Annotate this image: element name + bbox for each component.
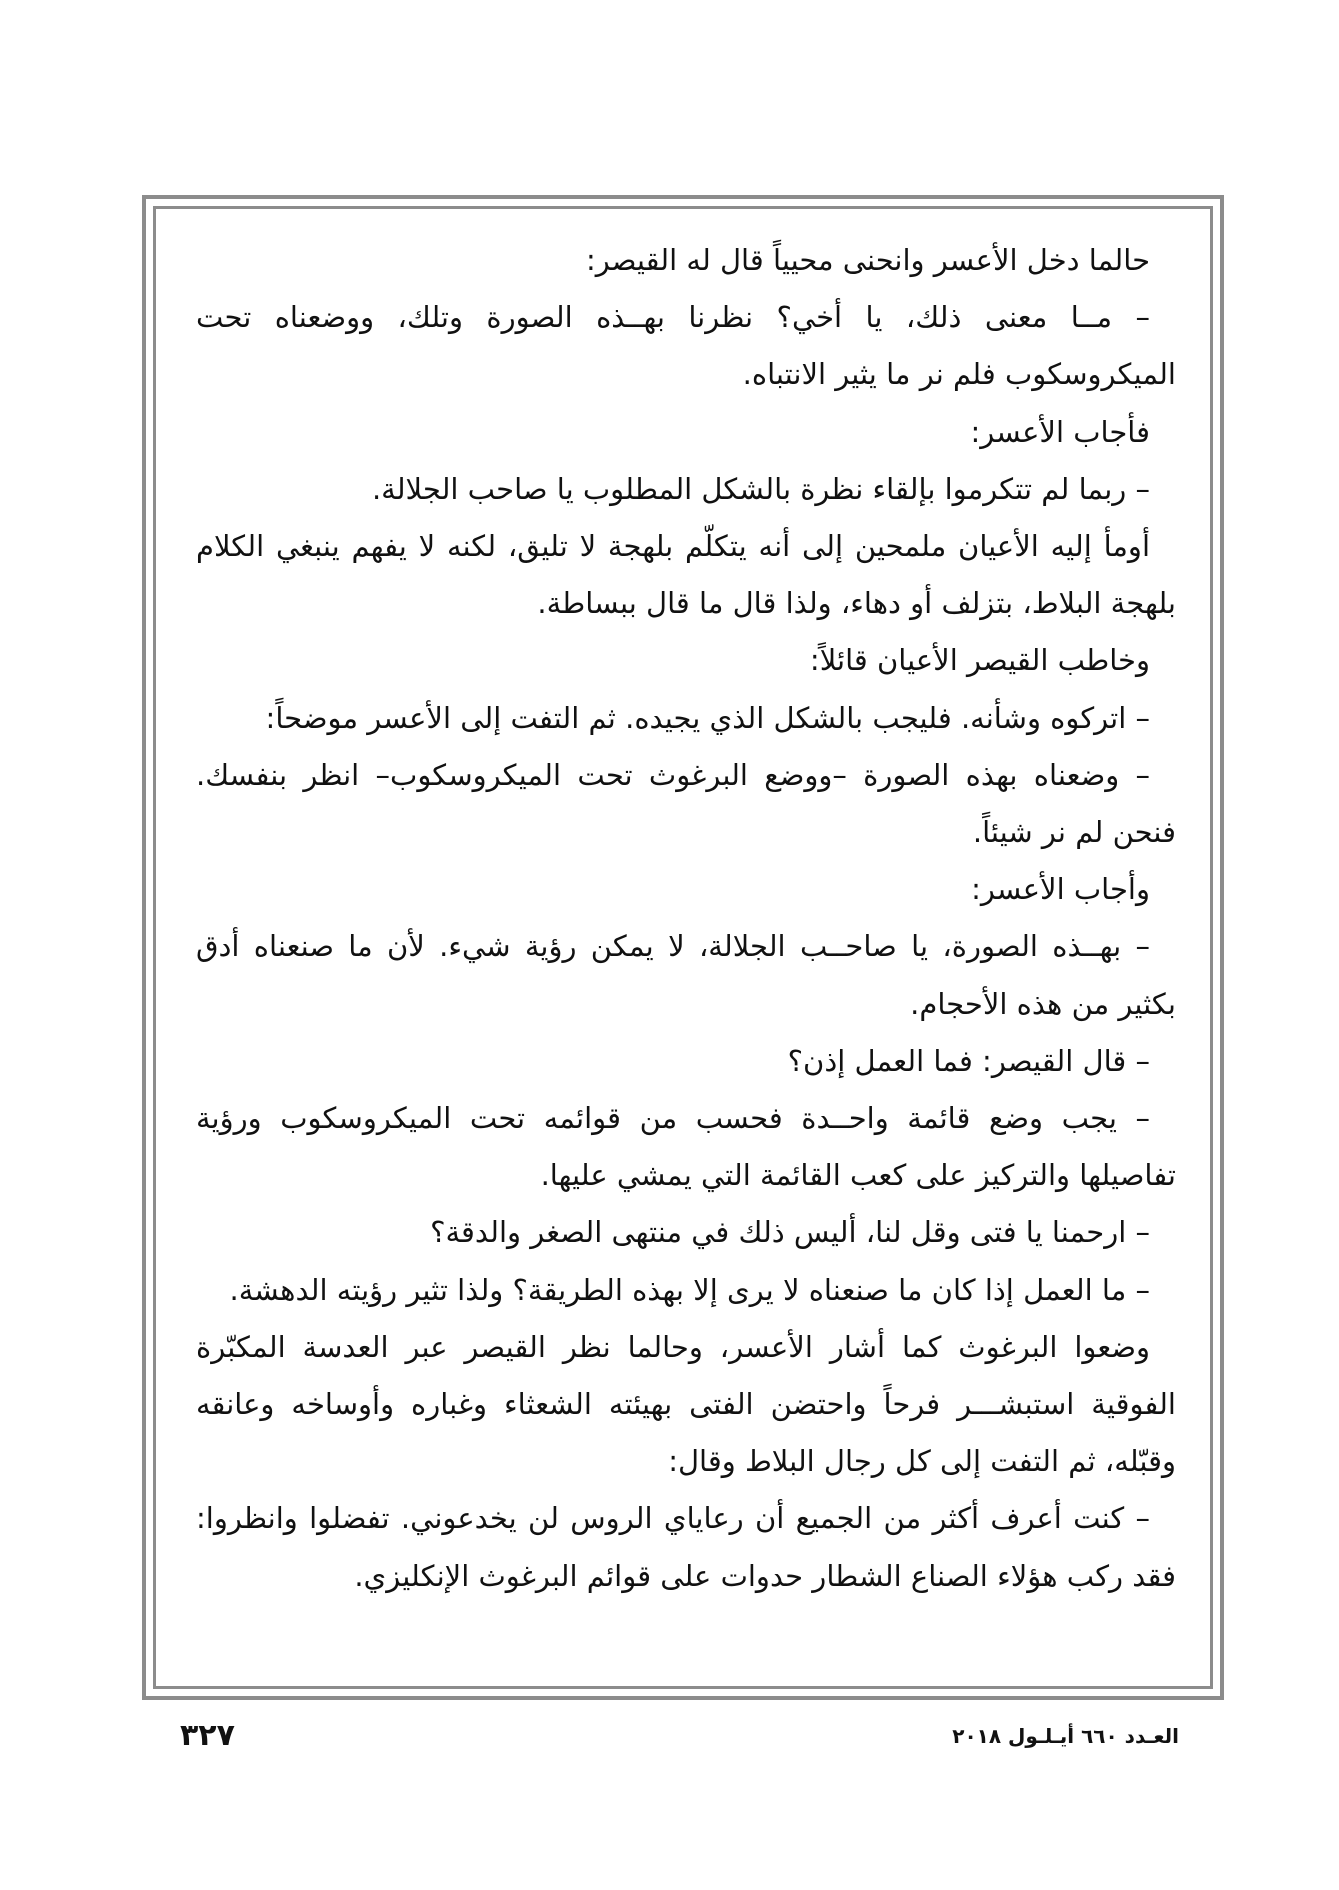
paragraph: وضعوا البرغوث كما أشار الأعسر، وحالما نظر القيصر عبر العدسة المكبّرة الفوقية استبشـــر فرحاً واحتضن الفتى بهيئته الشعثاء وغباره وأوساخه وعانقه وقبّله، ثم التفت إلى كل رجال البلاط وقال: — [196, 1329, 1176, 1479]
page-number: ٣٢٧ — [180, 1718, 235, 1753]
paragraph: حالما دخل الأعسر وانحنى محيياً قال له القيصر: — [585, 243, 1150, 277]
paragraph: وخاطب القيصر الأعيان قائلاً: — [809, 643, 1150, 678]
paragraph: – مــا معنى ذلك، يا أخي؟ نظرنا بهــذه الصورة وتلك، ووضعناه تحت الميكروسكوب فلم نر ما يثير الانتباه. — [196, 300, 1176, 392]
paragraph: – ما العمل إذا كان ما صنعناه لا يرى إلا بهذه الطريقة؟ ولذا تثير رؤيته الدهشة. — [229, 1272, 1150, 1307]
paragraph: – وضعناه بهذه الصورة –ووضع البرغوث تحت الميكروسكوب– انظر بنفسك. فنحن لم نر شيئاً. — [196, 757, 1176, 850]
paragraph: – اتركوه وشأنه. فليجب بالشكل الذي يجيده. ثم التفت إلى الأعسر موضحاً: — [265, 700, 1150, 735]
paragraph: فأجاب الأعسر: — [970, 414, 1150, 449]
paragraph: أومأ إليه الأعيان ملمحين إلى أنه يتكلّم بلهجة لا تليق، لكنه لا يفهم ينبغي الكلام بلهجة البلاط، بتزلف أو دهاء، ولذا قال ما قال ببساطة. — [196, 529, 1176, 621]
paragraph: – بهــذه الصورة، يا صاحــب الجلالة، لا يمكن رؤية شيء. لأن ما صنعناه أدق بكثير من هذه الأحجام. — [196, 929, 1176, 1021]
issue-info: العـدد ٦٦٠ أيـلـول ٢٠١٨ — [952, 1724, 1179, 1748]
article-body — [196, 232, 1176, 1605]
paragraph: – ارحمنا يا فتى وقل لنا، أليس ذلك في منتهى الصغر والدقة؟ — [430, 1215, 1150, 1250]
paragraph: – ربما لم تتكرموا بإلقاء نظرة بالشكل المطلوب يا صاحب الجلالة. — [371, 471, 1150, 506]
paragraph: وأجاب الأعسر: — [971, 872, 1150, 907]
paragraph: – قال القيصر: فما العمل إذن؟ — [787, 1043, 1150, 1078]
paragraph: – كنت أعرف أكثر من الجميع أن رعاياي الروس لن يخدعوني. تفضلوا وانظروا: فقد ركب هؤلاء الصناع الشطار حدوات على قوائم البرغوث الإنكليزي. — [196, 1501, 1176, 1593]
paragraph: – يجب وضع قائمة واحــدة فحسب من قوائمه تحت الميكروسكوب ورؤية تفاصيلها والتركيز على كعب القائمة التي يمشي عليها. — [196, 1101, 1176, 1193]
